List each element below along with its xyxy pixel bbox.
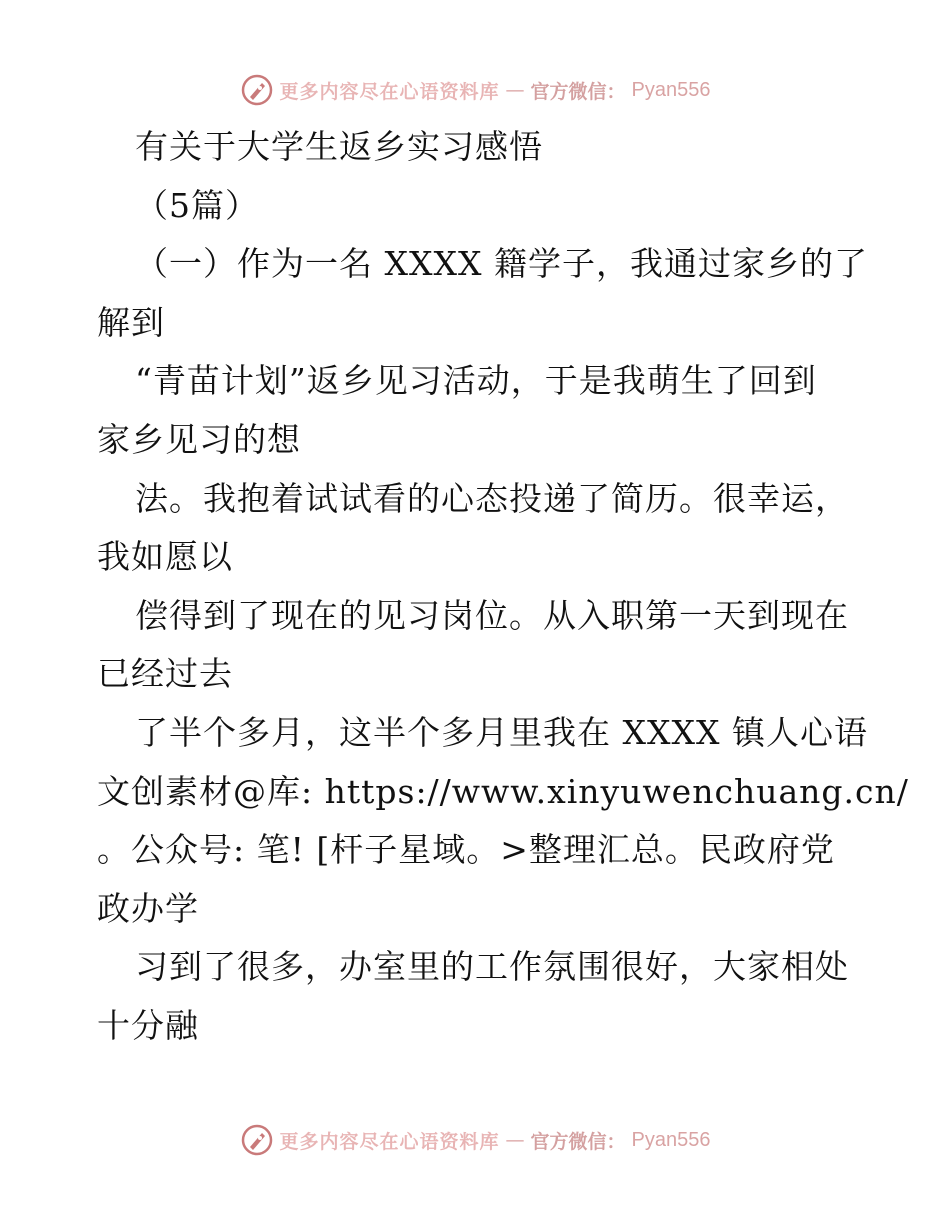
text-line: 政办学: [97, 888, 199, 928]
text-line: 法。我抱着试试看的心态投递了简历。很幸运，: [135, 478, 849, 518]
header-banner-wechat-id: Pyan556: [631, 78, 711, 101]
pen-nib-circle-icon: [240, 73, 274, 107]
text-line: 十分融: [97, 1005, 199, 1045]
header-banner-dash: —: [505, 79, 525, 101]
header-banner-inner: [240, 73, 711, 107]
text-line: 我如愿以: [97, 537, 233, 577]
text-line: 文创素材@库: https://www.xinyuwenchuang.cn/: [97, 771, 909, 811]
text-line: 偿得到了现在的见习岗位。从入职第一天到现在: [135, 595, 849, 635]
text-line: 。公众号: 笔! [杆子星域。>整理汇总。民政府党: [97, 830, 835, 870]
text-line: 了半个多月，这半个多月里我在 XXXX 镇人心语: [135, 712, 868, 752]
header-watermark-banner: [0, 70, 950, 110]
text-line: 解到: [97, 302, 165, 342]
text-line: 家乡见习的想: [97, 419, 301, 459]
header-banner-text: 更多内容尽在心语资料库: [279, 80, 500, 103]
text-line: （一）作为一名 XXXX 籍学子，我通过家乡的了: [135, 244, 868, 284]
text-line: “青苗计划”返乡见习活动，于是我萌生了回到: [135, 361, 817, 401]
document-body: [97, 118, 909, 1056]
document-title: 有关于大学生返乡实习感悟: [135, 127, 543, 166]
pen-nib-circle-icon: [240, 1123, 274, 1157]
footer-banner-text: 更多内容尽在心语资料库: [279, 1130, 500, 1153]
footer-watermark-banner: [0, 1120, 950, 1160]
header-banner-wechat-label: 官方微信：: [530, 80, 626, 103]
footer-banner-dash: —: [505, 1129, 525, 1151]
document-subtitle: （5篇）: [135, 185, 259, 225]
text-line: 已经过去: [97, 654, 233, 694]
text-line: 习到了很多，办室里的工作氛围很好，大家相处: [135, 947, 849, 987]
footer-banner-inner: [240, 1123, 711, 1157]
footer-banner-wechat-label: 官方微信：: [530, 1130, 626, 1153]
footer-banner-wechat-id: Pyan556: [631, 1128, 711, 1151]
